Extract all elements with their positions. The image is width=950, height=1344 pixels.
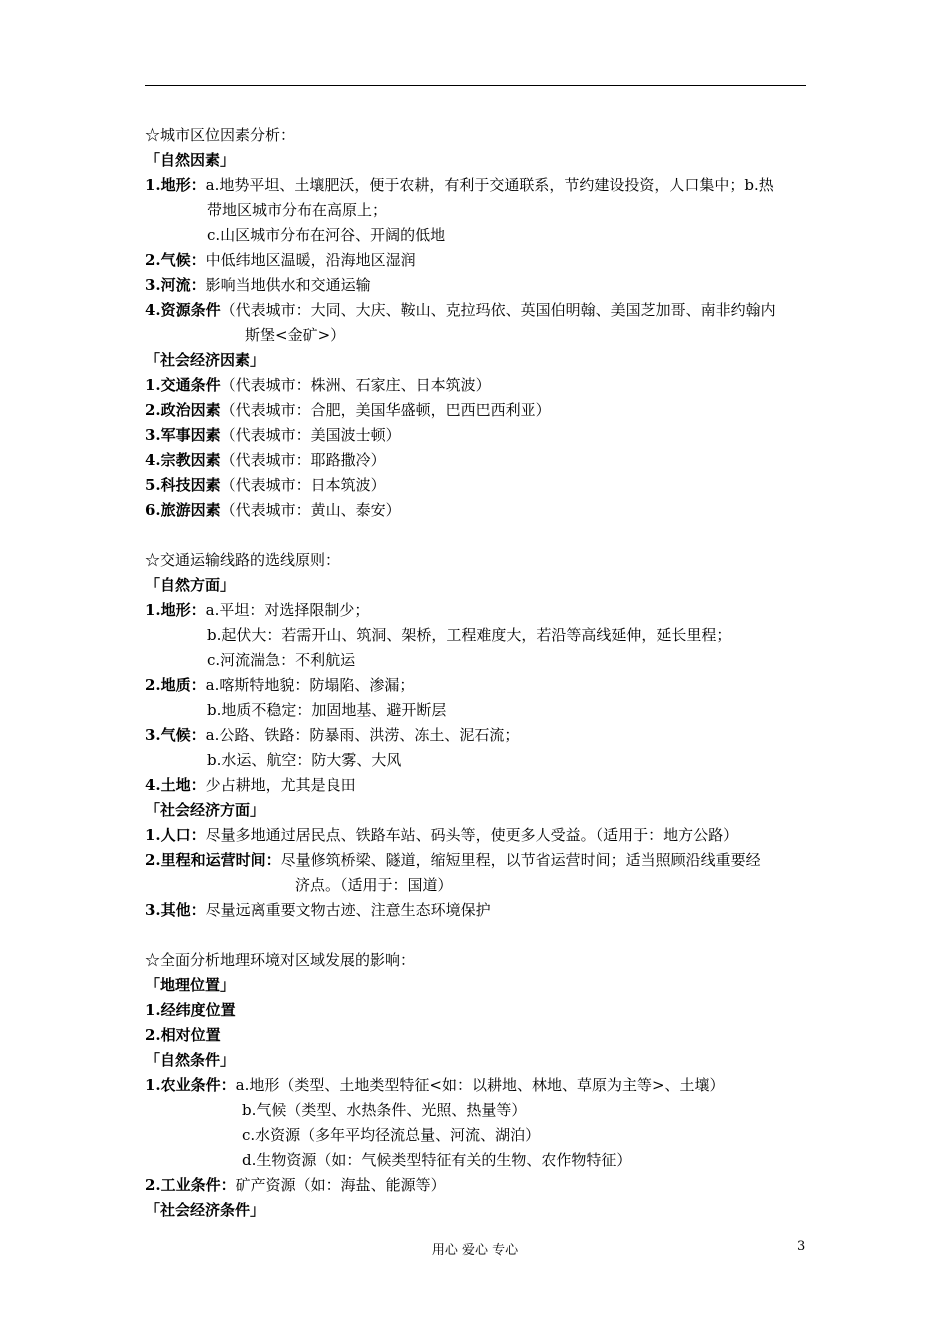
page-number: 3 xyxy=(797,1239,806,1254)
section-title: ☆交通运输线路的选线原则： xyxy=(145,551,341,569)
subheading: 「地理位置」 xyxy=(145,976,236,994)
subheading: 「社会经济方面」 xyxy=(145,801,266,819)
list-item-continuation: b.地质不稳定：加固地基、避开断层 xyxy=(207,701,447,719)
spacer xyxy=(145,523,810,548)
header-rule xyxy=(145,85,806,86)
list-item: 2.里程和运营时间：尽量修筑桥梁、隧道，缩短里程，以节省运营时间；适当照顾沿线重要经 xyxy=(145,851,761,869)
list-item-continuation: b.起伏大：若需开山、筑洞、架桥，工程难度大，若沿等高线延伸，延长里程； xyxy=(207,626,732,644)
list-item: 1.地形：a.地势平坦、土壤肥沃，便于农耕，有利于交通联系，节约建设投资，人口集中；b.热 xyxy=(145,176,774,194)
footer-text: 用心 爱心 专心 xyxy=(431,1243,519,1258)
subheading: 「自然条件」 xyxy=(145,1051,236,1069)
list-item-continuation: 带地区城市分布在高原上； xyxy=(207,201,388,219)
subheading: 「自然因素」 xyxy=(145,151,236,169)
list-item-continuation: 斯堡<金矿>） xyxy=(245,326,346,344)
subheading: 「自然方面」 xyxy=(145,576,236,594)
list-item: 2.地质：a.喀斯特地貌：防塌陷、渗漏； xyxy=(145,676,415,694)
list-item: 1.交通条件（代表城市：株洲、石家庄、日本筑波） xyxy=(145,376,491,394)
subheading: 「社会经济因素」 xyxy=(145,351,266,369)
list-item: 3.军事因素（代表城市：美国波士顿） xyxy=(145,426,401,444)
list-item-continuation: c.水资源（多年平均径流总量、河流、湖泊） xyxy=(242,1126,541,1144)
document-body xyxy=(145,123,810,1223)
subheading: 「社会经济条件」 xyxy=(145,1201,266,1219)
section-title: ☆全面分析地理环境对区域发展的影响： xyxy=(145,951,416,969)
list-item-continuation: d.生物资源（如：气候类型特征有关的生物、农作物特征） xyxy=(242,1151,632,1169)
list-item: 1.经纬度位置 xyxy=(145,1001,236,1019)
list-item-continuation: c.河流湍急：不利航运 xyxy=(207,651,356,669)
list-item: 2.相对位置 xyxy=(145,1026,221,1044)
list-item: 4.资源条件（代表城市：大同、大庆、鞍山、克拉玛依、英国伯明翰、美国芝加哥、南非约翰内 xyxy=(145,301,776,319)
list-item: 1.人口：尽量多地通过居民点、铁路车站、码头等，使更多人受益。（适用于：地方公路） xyxy=(145,826,739,844)
list-item-continuation: b.水运、航空：防大雾、大风 xyxy=(207,751,402,769)
list-item: 6.旅游因素（代表城市：黄山、泰安） xyxy=(145,501,401,519)
list-item: 4.宗教因素（代表城市：耶路撒冷） xyxy=(145,451,386,469)
list-item: 1.农业条件：a.地形（类型、土地类型特征<如：以耕地、林地、草原为主等>、土壤） xyxy=(145,1076,725,1094)
list-item: 2.气候：中低纬地区温暖，沿海地区湿润 xyxy=(145,251,416,269)
list-item: 5.科技因素（代表城市：日本筑波） xyxy=(145,476,386,494)
section-title: ☆城市区位因素分析： xyxy=(145,126,296,144)
list-item: 2.政治因素（代表城市：合肥，美国华盛顿，巴西巴西利亚） xyxy=(145,401,551,419)
list-item-continuation: c.山区城市分布在河谷、开阔的低地 xyxy=(207,226,446,244)
list-item-continuation: 济点。（适用于：国道） xyxy=(295,876,453,894)
list-item: 3.气候：a.公路、铁路：防暴雨、洪涝、冻土、泥石流； xyxy=(145,726,520,744)
list-item-continuation: b.气候（类型、水热条件、光照、热量等） xyxy=(242,1101,527,1119)
list-item: 1.地形：a.平坦：对选择限制少； xyxy=(145,601,370,619)
list-item: 4.土地：少占耕地，尤其是良田 xyxy=(145,776,356,794)
list-item: 3.河流：影响当地供水和交通运输 xyxy=(145,276,371,294)
list-item: 3.其他：尽量远离重要文物古迹、注意生态环境保护 xyxy=(145,901,491,919)
list-item: 2.工业条件：矿产资源（如：海盐、能源等） xyxy=(145,1176,446,1194)
spacer xyxy=(145,923,810,948)
